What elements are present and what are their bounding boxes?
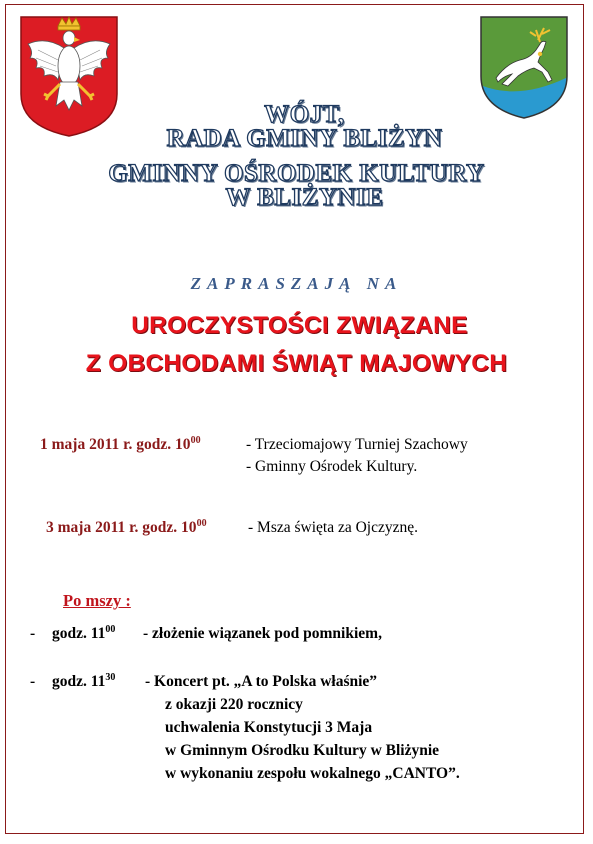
after-item-2-time [52,673,115,691]
event-2-date-text: 3 maja 2011 r. godz. 10 [46,519,197,536]
after-item-2-line-3: uchwalenia Konstytucji 3 Maja [165,719,373,736]
after-item-2-dash: - [30,673,36,690]
after-item-2-line-1: - Koncert pt. „A to Polska właśnie” [145,673,378,690]
header-line-wojt: WÓJT, [264,101,345,128]
event-1-line-1: - Trzeciomajowy Turniej Szachowy [246,436,468,453]
event-2-date-sup: 00 [196,517,207,529]
event-1-date-text: 1 maja 2011 r. godz. 10 [40,436,191,453]
event-title-line2: Z OBCHODAMI ŚWIĄT MAJOWYCH [85,350,508,377]
header-line-rada-gminy: RADA GMINY BLIŻYN [166,125,443,152]
after-item-2-line-2: z okazji 220 rocznicy [165,696,303,713]
after-item-1-dash: - [30,625,36,642]
event-title-line1: UROCZYSTOŚCI ZWIĄZANE [131,312,468,339]
invite-line: ZAPRASZAJĄ NA [190,274,403,293]
event-2-line-1: - Msza święta za Ojczyznę. [248,519,418,536]
after-mass-label: Po mszy : [63,591,131,610]
after-item-2-line-4: w Gminnym Ośrodku Kultury w Bliżynie [165,742,440,759]
after-item-2-time-sup: 30 [105,671,116,683]
header-line-gok: GMINNY OŚRODEK KULTURY [108,160,485,187]
after-item-1-time [52,625,115,643]
after-item-1-time-text: godz. 11 [52,625,106,642]
after-item-2-line-5: w wykonaniu zespołu wokalnego „CANTO”. [165,765,460,782]
event-1-line-2: - Gminny Ośrodek Kultury. [246,458,418,475]
event-2-date [46,519,207,537]
after-item-1-line-1: - złożenie wiązanek pod pomnikiem, [143,625,382,642]
after-item-1-time-sup: 00 [105,623,116,635]
header-line-blizyn: W BLIŻYNIE [225,184,384,211]
event-1-date [40,436,201,454]
event-1-date-sup: 00 [190,434,201,446]
after-item-2-time-text: godz. 11 [52,673,106,690]
